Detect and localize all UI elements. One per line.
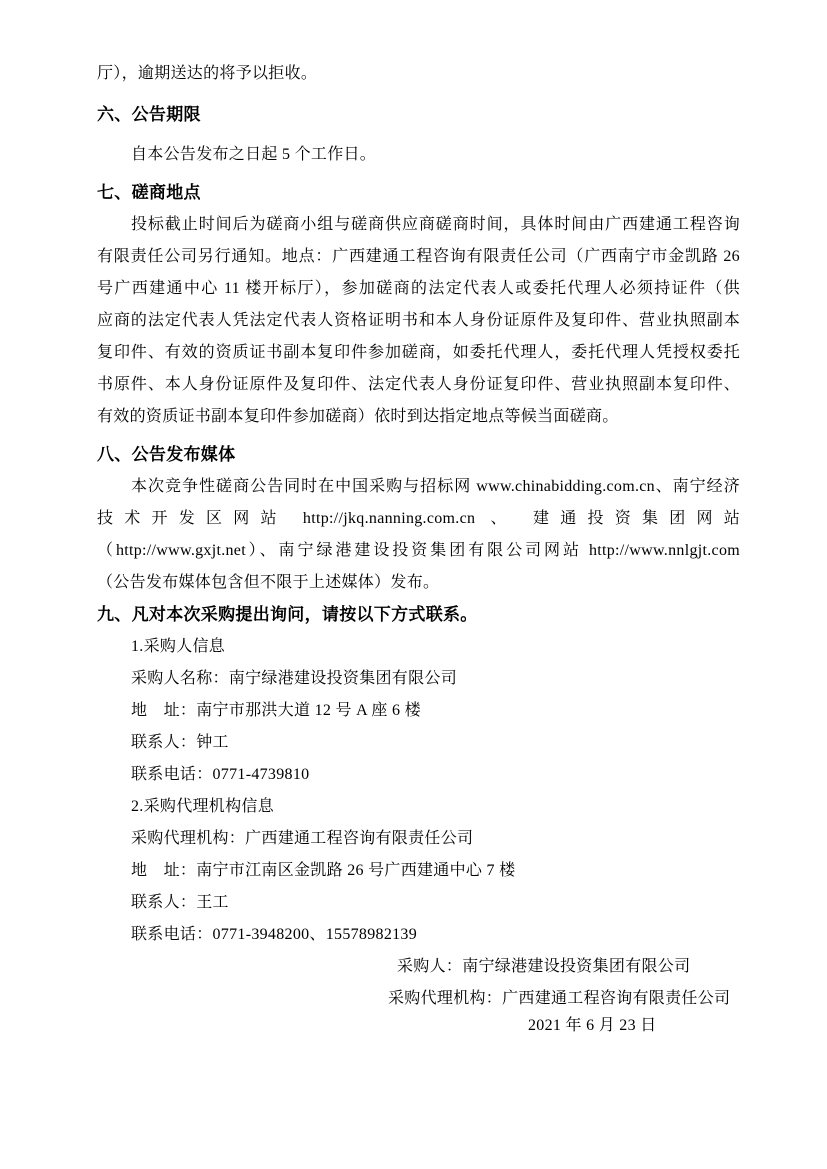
section-8-heading: 八、公告发布媒体: [97, 445, 236, 464]
section-6-heading: 六、公告期限: [97, 105, 201, 124]
section-7-line: 书原件、本人身份证原件及复印件、法定代表人身份证复印件、营业执照副本复印件、: [97, 376, 740, 393]
section-8-line: （公告发布媒体包含但不限于上述媒体）发布。: [97, 574, 440, 591]
agency-contact: 联系人：王工: [131, 894, 229, 911]
section-7-line: 复印件、有效的资质证书副本复印件参加磋商，如委托代理人，委托代理人凭授权委托: [97, 344, 740, 361]
agency-address: 地 址：南宁市江南区金凯路 26 号广西建通中心 7 楼: [131, 862, 516, 879]
buyer-contact: 联系人：钟工: [131, 734, 229, 751]
section-9-heading: 九、凡对本次采购提出询问，请按以下方式联系。: [97, 605, 478, 624]
paragraph-continuation: 厅），逾期送达的将予以拒收。: [97, 65, 318, 82]
section-7-heading: 七、磋商地点: [97, 183, 201, 202]
section-7-line: 应商的法定代表人凭法定代表人资格证明书和本人身份证原件及复印件、营业执照副本: [97, 312, 740, 329]
section-7-line: 有限责任公司另行通知。地点：广西建通工程咨询有限责任公司（广西南宁市金凯路 26: [97, 248, 740, 265]
section-7-line: 有效的资质证书副本复印件参加磋商）依时到达指定地点等候当面磋商。: [97, 408, 619, 425]
buyer-address: 地 址：南宁市那洪大道 12 号 A 座 6 楼: [131, 702, 421, 719]
section-7-line: 号广西建通中心 11 楼开标厅），参加磋商的法定代表人或委托代理人必须持证件（供: [97, 280, 740, 297]
section-8-line: （http://www.gxjt.net）、南宁绿港建设投资集团有限公司网站 http://www.nnlgjt.com: [97, 542, 740, 559]
agency-name: 采购代理机构：广西建通工程咨询有限责任公司: [131, 830, 474, 847]
agency-phone: 联系电话：0771-3948200、15578982139: [131, 926, 418, 943]
section-8-line: 本次竞争性磋商公告同时在中国采购与招标网 www.chinabidding.com.cn、南宁经济: [131, 478, 740, 495]
signature-agency: 采购代理机构：广西建通工程咨询有限责任公司: [388, 990, 731, 1007]
signature-date: 2021 年 6 月 23 日: [528, 1017, 657, 1034]
section-6-body: 自本公告发布之日起 5 个工作日。: [131, 146, 377, 163]
buyer-phone: 联系电话：0771-4739810: [131, 766, 310, 783]
buyer-name: 采购人名称：南宁绿港建设投资集团有限公司: [131, 670, 458, 687]
buyer-info-label: 1.采购人信息: [131, 638, 226, 655]
section-8-line: 技术开发区网站 http://jkq.nanning.com.cn 、 建通投资集团网站: [97, 510, 740, 527]
section-7-line: 投标截止时间后为磋商小组与磋商供应商磋商时间，具体时间由广西建通工程咨询: [131, 216, 740, 233]
agency-info-label: 2.采购代理机构信息: [131, 798, 275, 815]
signature-buyer: 采购人：南宁绿港建设投资集团有限公司: [397, 958, 691, 975]
